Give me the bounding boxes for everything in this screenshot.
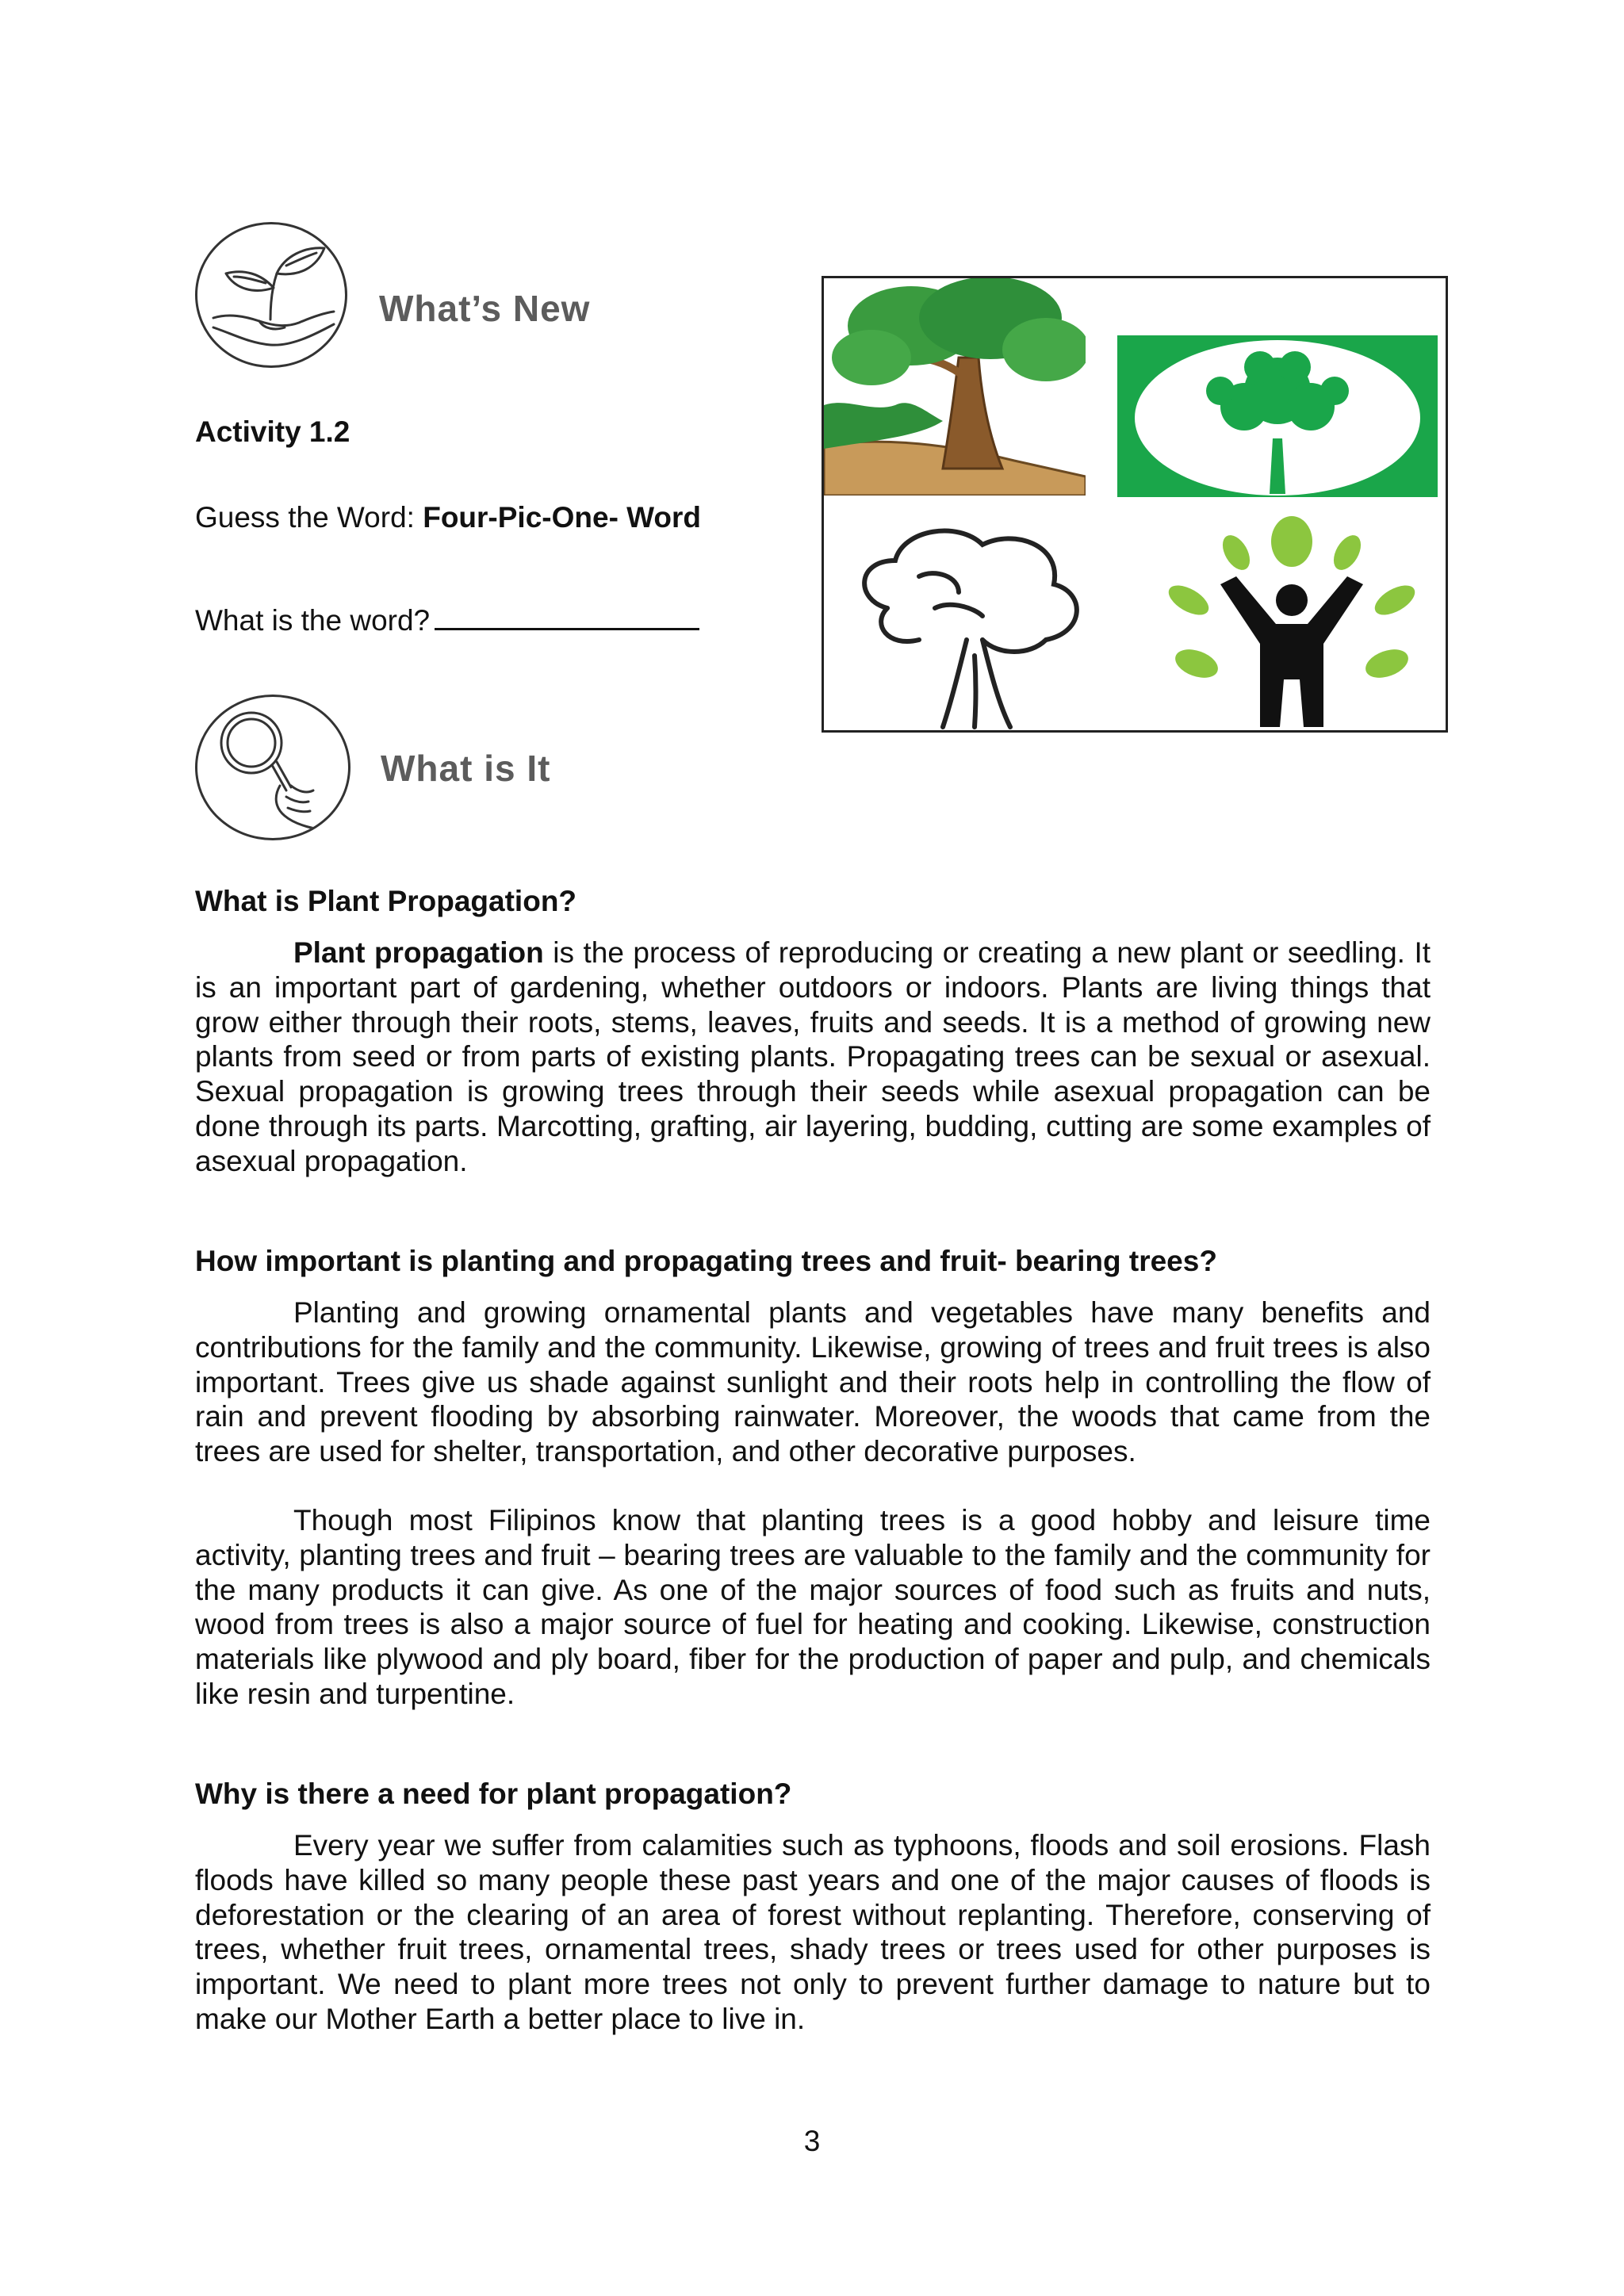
what-is-it-title: What is It xyxy=(381,748,551,789)
activity-label: Activity 1.2 xyxy=(195,415,350,448)
whats-new-title: What’s New xyxy=(379,288,591,329)
word-question-line xyxy=(195,604,699,637)
paragraph-need xyxy=(195,1828,1431,2037)
paragraph-text: Planting and growing ornamental plants and vegetables have many benefits and contributions for the family and the community. Likewise, growing of trees and fruit trees is also important. Trees give us shade against sunlight and their roots help in controlling the flow of rain and prevent flooding by absorbing rainwater. Moreover, the woods that came from the trees are used for shelter, transportation, and other decorative purposes. xyxy=(195,1296,1431,1468)
four-pics-box xyxy=(822,276,1448,733)
section-heading-importance: How important is planting and propagating trees and fruit- bearing trees? xyxy=(195,1245,1217,1277)
word-question: What is the word? xyxy=(195,604,431,637)
tree-outline-sketch xyxy=(840,521,1109,730)
hand-holding-plant-icon xyxy=(195,222,347,368)
answer-blank[interactable] xyxy=(435,604,699,630)
person-with-leaves-figure xyxy=(1157,513,1427,730)
paragraph-text: Though most Filipinos know that planting trees is a good hobby and leisure time activity, planting trees and fruit – bearing trees are valuable to the family and the community for the many products it can give. As one of the major sources of food such as fruits and nuts, wood from trees is also a major source of fuel for heating and cooking. Likewise, construction materials like plywood and ply board, fiber for the production of paper and pulp, and chemicals like resin and turpentine. xyxy=(195,1504,1431,1710)
magnifying-glass-in-hand-icon xyxy=(195,695,350,840)
paragraph-plant-propagation xyxy=(195,936,1431,1179)
paragraph-text: is the process of reproducing or creating a new plant or seedling. It is an important part of gardening, whether outdoors or indoors. Plants are living things that grow either through their roots, stems, leaves, fruits and seeds. It is a method of growing new plants from seed or from parts of existing plants. Propagating trees can be sexual or asexual. Sexual propagation is growing trees through their seeds while asexual propagation can be done through its parts. Marcotting, grafting, air layering, budding, cutting are some examples of asexual propagation. xyxy=(195,936,1431,1177)
paragraph-text: Every year we suffer from calamities such as typhoons, floods and soil erosions. Flash floods have killed so many people these past years and one of the major causes of floods is deforestation or the clearing of an area of forest without replanting. Therefore, conserving of trees, whether fruit trees, ornamental trees, shady trees or trees used for other purposes is important. We need to plant more trees not only to prevent further damage to nature but to make our Mother Earth a better place to live in. xyxy=(195,1829,1431,2035)
paragraph-importance-1 xyxy=(195,1295,1431,1469)
section-heading-plant-propagation: What is Plant Propagation? xyxy=(195,885,577,917)
bold-term: Plant propagation xyxy=(293,936,544,969)
paragraph-importance-2 xyxy=(195,1503,1431,1712)
page-number: 3 xyxy=(803,2125,821,2157)
guess-game-name: Four-Pic-One- Word xyxy=(423,501,702,534)
guess-the-word-line xyxy=(195,501,701,534)
tree-logo-green-square xyxy=(1117,335,1438,497)
section-heading-need: Why is there a need for plant propagation? xyxy=(195,1777,792,1810)
tree-on-hill-illustration xyxy=(824,278,1086,496)
guess-prefix: Guess the Word: xyxy=(195,501,423,534)
